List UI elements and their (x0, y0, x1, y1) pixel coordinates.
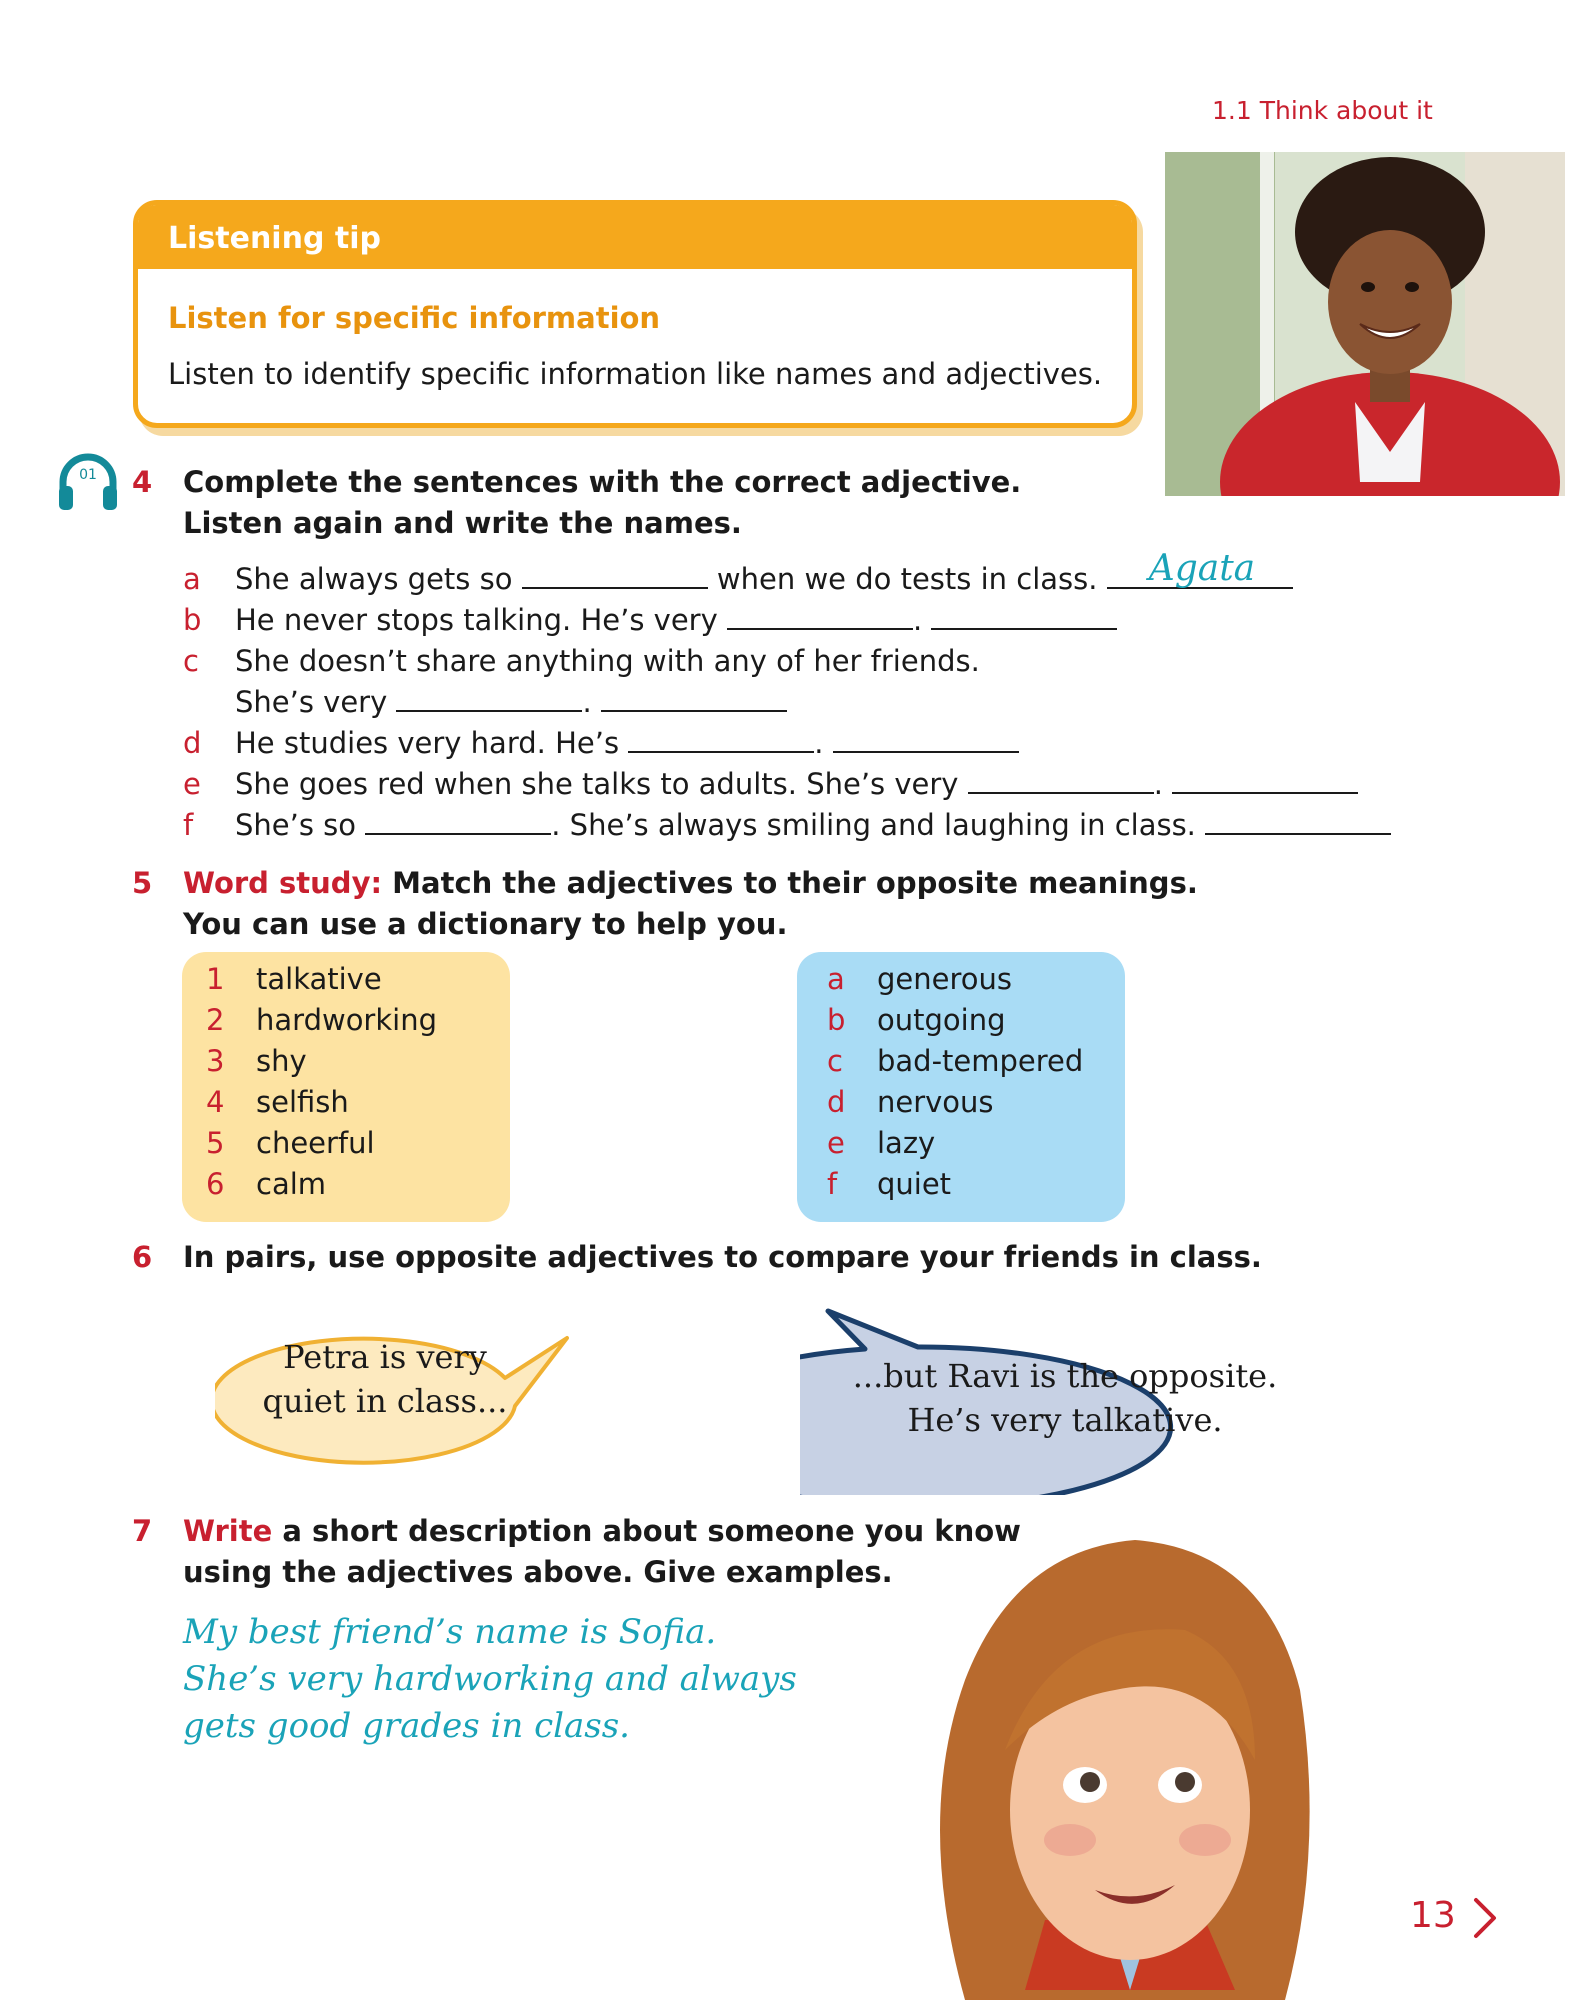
speech-bubble-text: quiet in class... (262, 1382, 508, 1420)
filled-name-answer: Agata (1148, 548, 1256, 589)
listening-tip-box (133, 200, 1137, 428)
answer-blank[interactable] (396, 686, 582, 712)
exercise-4-item-a: a She always gets so when we do tests in class. Agata (183, 562, 1293, 596)
opposite-item: c bad-tempered (827, 1044, 1084, 1078)
opposite-item: e lazy (827, 1126, 936, 1160)
exercise-7-number: 7 (132, 1514, 153, 1548)
adjectives-box (182, 952, 510, 1222)
speech-bubble-petra (215, 1320, 570, 1490)
exercise-6-number: 6 (132, 1240, 153, 1274)
name-blank[interactable] (931, 604, 1117, 630)
exercise-4-number: 4 (132, 465, 153, 499)
exercise-7-instruction: Write a short description about someone you know (183, 1514, 1021, 1548)
listening-tip-text: Listen to identify specific information like names and adjectives. (168, 357, 1103, 391)
answer-blank[interactable] (522, 563, 708, 589)
exercise-4-item-e: e She goes red when she talks to adults. She’s very . (183, 767, 1358, 801)
name-blank[interactable] (1205, 809, 1391, 835)
answer-blank[interactable] (365, 809, 551, 835)
adjective-item: 2 hardworking (206, 1003, 437, 1037)
exercise-5-number: 5 (132, 866, 153, 900)
listening-tip-subtitle: Listen for specific information (168, 301, 661, 335)
written-answer-line: She’s very hardworking and always (183, 1659, 797, 1699)
chevron-right-icon[interactable] (1470, 1896, 1500, 1940)
headphones-icon[interactable] (57, 452, 119, 514)
answer-blank[interactable] (727, 604, 913, 630)
illustrated-girl (905, 1520, 1325, 2000)
speech-bubble-ravi (800, 1305, 1315, 1495)
answer-blank[interactable] (968, 768, 1154, 794)
adjective-item: 3 shy (206, 1044, 307, 1078)
speech-bubble-text: ...but Ravi is the opposite. (852, 1357, 1278, 1395)
exercise-4-item-c-cont: She’s very . (235, 685, 787, 719)
exercise-4-item-b: b He never stops talking. He’s very . (183, 603, 1117, 637)
written-answer-line: My best friend’s name is Sofia. (183, 1612, 717, 1652)
audio-track-number: 01 (79, 467, 97, 483)
exercise-5-instruction: Word study: Match the adjectives to their opposite meanings. (183, 866, 1198, 900)
name-blank[interactable] (1107, 548, 1293, 589)
exercise-4-instruction-2: Listen again and write the names. (183, 506, 742, 540)
exercise-7-instruction-2: using the adjectives above. Give examples. (183, 1555, 893, 1589)
exercise-5-instruction-2: You can use a dictionary to help you. (183, 907, 788, 941)
name-blank[interactable] (833, 727, 1019, 753)
speech-bubble-text: He’s very talkative. (907, 1401, 1223, 1439)
exercise-4-item-f: f She’s so . She’s always smiling and laughing in class. (183, 808, 1391, 842)
section-label: 1.1 Think about it (1212, 96, 1433, 125)
listening-tip-header (138, 205, 1132, 269)
adjective-item: 6 calm (206, 1167, 327, 1201)
speech-bubble-text: Petra is very (283, 1338, 487, 1376)
page-number: 13 (1410, 1895, 1456, 1936)
exercise-4-item-c: c She doesn’t share anything with any of her friends. (183, 644, 980, 678)
written-answer-line: gets good grades in class. (183, 1706, 630, 1746)
opposite-item: d nervous (827, 1085, 994, 1119)
name-blank[interactable] (601, 686, 787, 712)
adjective-item: 5 cheerful (206, 1126, 375, 1160)
adjective-item: 4 selfish (206, 1085, 349, 1119)
girl-photo (1165, 152, 1565, 496)
opposite-item: b outgoing (827, 1003, 1006, 1037)
name-blank[interactable] (1172, 768, 1358, 794)
listening-tip-title: Listening tip (168, 221, 381, 256)
answer-blank[interactable] (628, 727, 814, 753)
exercise-6-instruction: In pairs, use opposite adjectives to compare your friends in class. (183, 1240, 1262, 1274)
opposite-item: a generous (827, 962, 1012, 996)
opposites-box (797, 952, 1125, 1222)
opposite-item: f quiet (827, 1167, 952, 1201)
exercise-4-instruction: Complete the sentences with the correct adjective. (183, 465, 1022, 499)
adjective-item: 1 talkative (206, 962, 382, 996)
exercise-4-item-d: d He studies very hard. He’s . (183, 726, 1019, 760)
